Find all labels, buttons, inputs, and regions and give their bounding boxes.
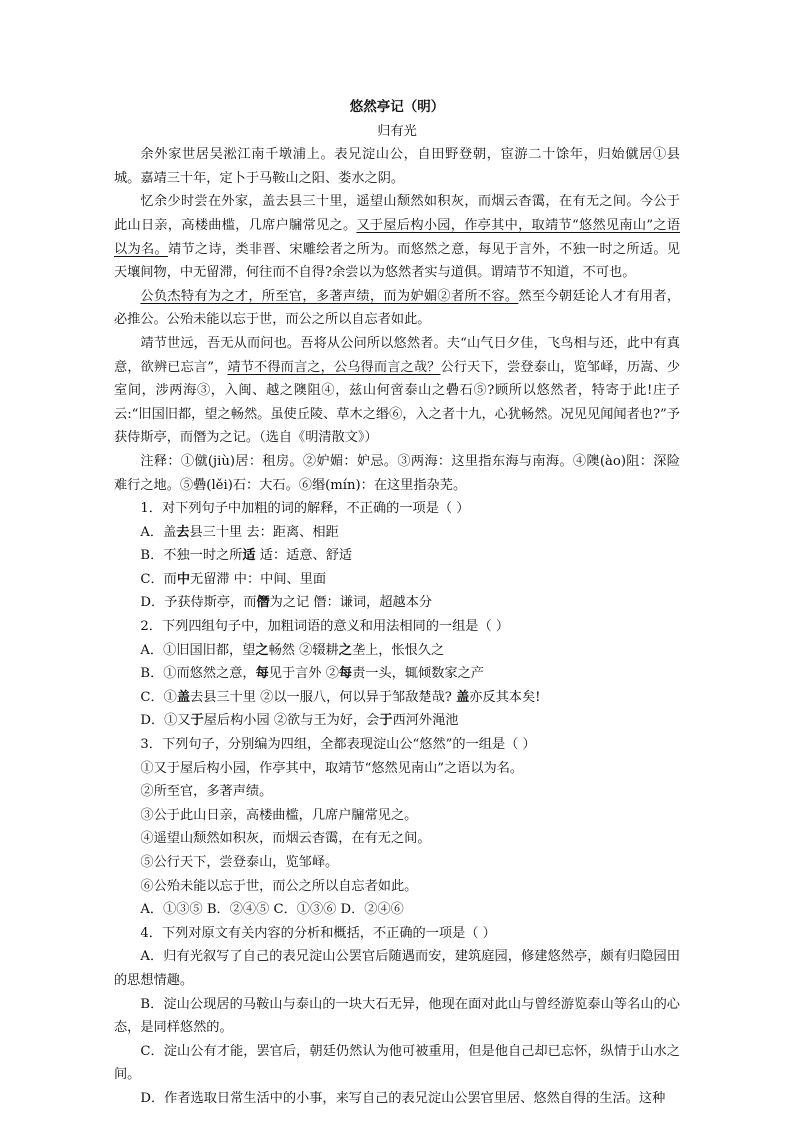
question-4-stem: 4．下列对原文有关内容的分析和概括，不正确的一项是（ ） — [140, 925, 496, 941]
question-3-stem: 3．下列句子，分别编为四组，全都表现淀山公“悠然”的一组是（ ） — [140, 737, 536, 753]
q1a-bold: 去 — [176, 524, 190, 540]
question-3-item-3: ③公于此山日亲，高楼曲槛，几席户牖常见之。 — [140, 807, 418, 823]
question-4-option-c: C．淀山公有才能，罢官后，朝廷仍然认为他可被重用，但是他自己却已忘怀，纵情于山水之间。 — [114, 1043, 680, 1083]
question-1-option-d — [114, 591, 680, 615]
q1c-post: 无留滞 中：中间、里面 — [190, 571, 327, 587]
q2c-3: 亦反其本矣! — [469, 689, 541, 705]
paragraph-3-underlined: 公负杰特有为之才，所至官，多著声绩，而为妒媚②者所不容。 — [140, 288, 519, 304]
question-4-option-d: D．作者选取日常生活中的小事，来写自己的表兄淀山公罢官里居、悠然自得的生活。这种 — [140, 1090, 666, 1106]
q2d-2: 屋后构小园 ②欲与王为好，会 — [203, 713, 380, 729]
question-1-option-c — [114, 568, 680, 592]
annotation-notes: 注释：①僦(jiù)居：租房。②妒媚：妒忌。③两海：这里指东海与南海。④隩(ào)阻：深险难行之地。⑤礨(lěi)石：大石。⑥缗(mín)：在这里指杂芜。 — [114, 453, 680, 493]
q2c-bold-2: 盖 — [456, 689, 470, 705]
paragraph-4-underlined: 靖节不得而言之，公乌得而言之哉？ — [227, 359, 441, 375]
q2d-bold-2: 于 — [379, 713, 393, 729]
q1d-pre: D．予获侍斯亭，而 — [140, 595, 257, 611]
q2d-3: 西河外渑池 — [392, 713, 459, 729]
q2c-bold-1: 盖 — [176, 689, 191, 705]
q2b-1: B．①而悠然之意， — [140, 666, 256, 682]
paragraph-2 — [114, 190, 680, 284]
q1b-post: 适：适意、舒适 — [255, 548, 353, 564]
paragraph-4 — [114, 332, 680, 450]
q1c-bold: 中 — [176, 571, 191, 587]
question-3-item-4: ④遥望山颓然如积灰，而烟云杳霭，在有无之间。 — [140, 831, 431, 847]
question-2-option-b — [114, 662, 680, 686]
q2a-1: A．①旧国旧都，望 — [140, 642, 256, 658]
question-4-option-a: A．归有光叙写了自己的表兄淀山公罢官后随遇而安，建筑庭园，修建悠然亭，颇有归隐园田的思想情趣。 — [114, 949, 680, 988]
q2c-1: C．① — [140, 689, 177, 705]
q1d-post: 为之记 僭：谦词，超越本分 — [269, 595, 433, 611]
q2b-bold-2: 每 — [338, 666, 353, 682]
question-1-option-b — [114, 544, 680, 568]
question-3-item-1: ①又于屋后构小园，作亭其中，取靖节“悠然见南山”之语以为名。 — [140, 760, 524, 776]
q2a-bold-2: 之 — [338, 642, 352, 658]
q2c-2: 去县三十里 ②以一服八，何以异于邹敌楚哉? — [190, 689, 457, 705]
paragraph-1: 余外家世居吴淞江南千墩浦上。表兄淀山公，自田野登朝，宦游二十馀年，归始僦居①县城。嘉靖三十年，定卜于马鞍山之阳、娄水之阴。 — [114, 147, 680, 186]
question-1-option-a — [114, 521, 680, 545]
q1a-pre: A．盖 — [140, 524, 177, 540]
q2b-2: 见于言外 ② — [268, 666, 339, 682]
q2b-3: 责一头，辄倾数家之产 — [352, 666, 484, 682]
q2d-1: D．①又 — [140, 713, 191, 729]
question-1-stem: 1．对下列句子中加粗的词的解释，不正确的一项是（ ） — [140, 501, 470, 517]
q2a-3: 垄上，怅恨久之 — [351, 642, 445, 658]
q2d-bold-1: 于 — [190, 713, 204, 729]
q1b-pre: B．不独一时之所 — [140, 548, 243, 564]
paragraph-3 — [114, 285, 680, 332]
paragraph-4-text-a: 靖节世远，吾无从而问也。吾将从公问所以悠然者。夫“山气日夕佳，飞鸟相与还，此中有真意，欲辨已忘言”， — [114, 335, 680, 375]
question-2-option-a — [114, 639, 680, 663]
question-4-option-b: B．淀山公现居的马鞍山与泰山的一块大石无异，他现在面对此山与曾经游览泰山等名山的心态，是同样悠然的。 — [114, 996, 680, 1036]
question-2-option-d — [114, 709, 680, 733]
question-3-item-5: ⑤公行天下，尝登泰山，览邹峄。 — [140, 855, 339, 870]
question-2-stem: 2．下列四组句子中，加粗词语的意义和用法相同的一组是（ ） — [140, 619, 510, 635]
q2a-bold-1: 之 — [255, 642, 269, 658]
q1c-pre: C．而 — [140, 571, 177, 587]
q1a-post: 县三十里 去：距离、相距 — [189, 524, 339, 540]
paragraph-2-text-a: 忆余少时尝在外家，盖去县三十里，遥望山颓然如积灰，而烟云杳霭，在有无之间。今公于此山日亲，高楼曲槛，几席户牖常见之。 — [114, 194, 680, 233]
q2b-bold-1: 每 — [255, 666, 269, 682]
paragraph-2-text-b: 靖节之诗，类非晋、宋雕绘者之所为。而悠然之意，每见于言外，不独一时之所适。见天壤间物，中无留滞，何往而不自得?余尝以为悠然者实与道俱。谓靖节不知道，不可也。 — [114, 241, 681, 281]
q1d-bold: 僭 — [256, 595, 270, 611]
q1b-bold: 适 — [242, 548, 256, 564]
paragraph-3-text: 然至今朝廷论人才有用者，必推公。公殆未能以忘于世，而公之所以自忘者如此。 — [114, 288, 681, 328]
question-2-option-c — [114, 686, 680, 710]
question-3-item-6: ⑥公殆未能以忘于世，而公之所以自忘者如此。 — [140, 878, 418, 894]
paragraph-2-underlined: 又于屋后构小园，作亭其中，取靖节“悠然见南山”之语以为名。 — [114, 217, 681, 257]
paragraph-4-text-b: 公行天下，尝登泰山，览邹峄，历嵩、少室间，涉两海③，入闽、越之隩阻④，兹山何啻泰山之礨石⑤?顾所以悠然者，特寄于此!庄子云:“旧国旧都，望之畅然。虽使丘陵、草木之缗⑥，入之者十九，心犹畅然。况见见闻闻者也?”予获侍斯亭，而僭为之记。（选自《明清散文》） — [114, 359, 681, 446]
question-3-options: A．①③⑤ B．②④⑤ C．①③⑥ D．②④⑥ — [140, 902, 404, 918]
question-3-item-2: ②所至官，多著声绩。 — [140, 784, 273, 800]
q2a-2: 畅然 ②辍耕 — [268, 642, 339, 658]
document-page — [114, 96, 680, 1111]
article-author: 归有光 — [377, 123, 417, 139]
article-title: 悠然亭记（明） — [349, 99, 445, 115]
